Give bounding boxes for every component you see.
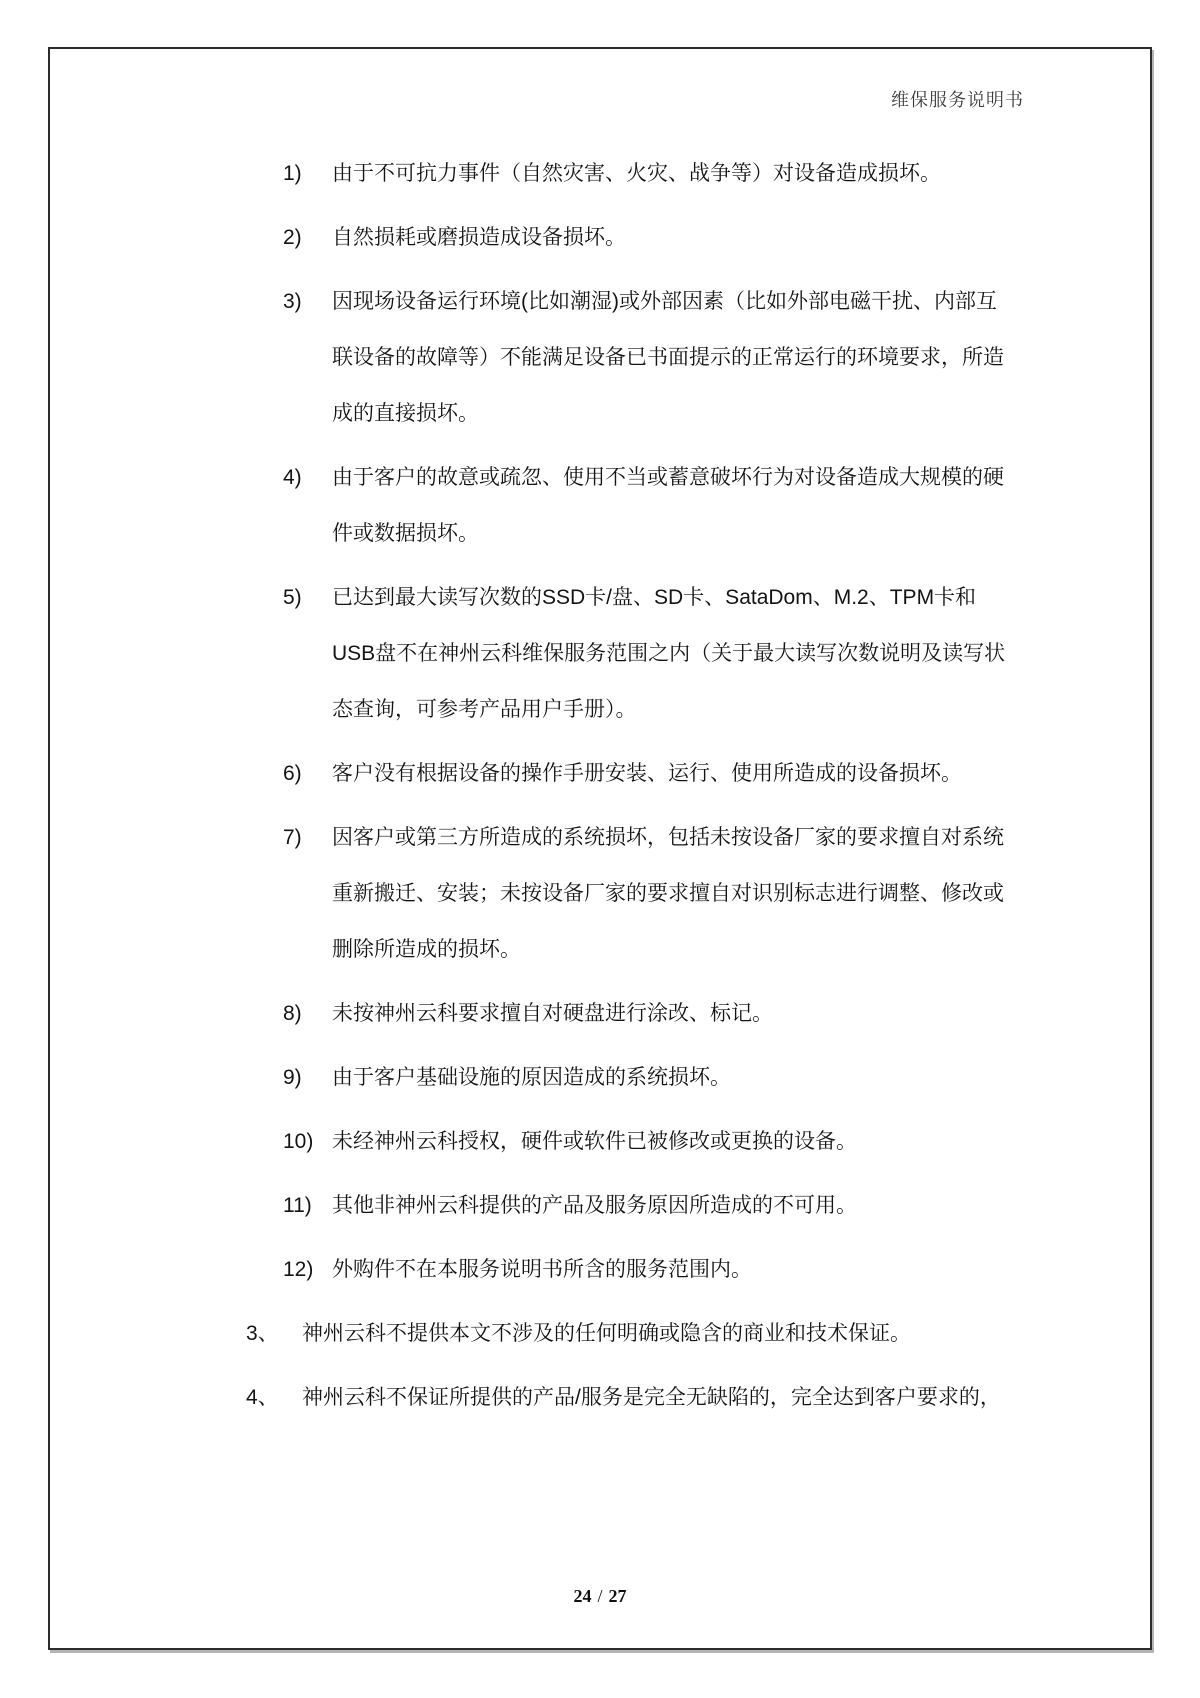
list-item-number: 4) xyxy=(283,466,302,489)
list-item-number: 3、 xyxy=(246,1322,279,1345)
list-item-number: 2) xyxy=(283,226,302,249)
list-item-text: 神州云科不保证所提供的产品/服务是完全无缺陷的，完全达到客户要求的， xyxy=(302,1386,1001,1409)
main-item-3 xyxy=(0,1306,1200,1362)
list-item-number: 4、 xyxy=(246,1386,279,1409)
list-item-10 xyxy=(0,1114,1200,1170)
list-item-7 xyxy=(0,810,1200,978)
list-item-11 xyxy=(0,1178,1200,1234)
list-item-number: 10) xyxy=(283,1130,314,1153)
list-item-text: 件或数据损坏。 xyxy=(332,522,479,545)
list-item-text: 由于客户的故意或疏忽、使用不当或蓄意破坏行为对设备造成大规模的硬 xyxy=(332,466,1004,489)
list-item-text: 由于不可抗力事件（自然灾害、火灾、战争等）对设备造成损坏。 xyxy=(332,162,941,185)
list-item-text: 神州云科不提供本文不涉及的任何明确或隐含的商业和技术保证。 xyxy=(302,1322,911,1345)
list-item-text: 其他非神州云科提供的产品及服务原因所造成的不可用。 xyxy=(332,1194,857,1217)
list-item-number: 8) xyxy=(283,1002,302,1025)
list-item-5 xyxy=(0,570,1200,738)
list-item-text: 已达到最大读写次数的SSD卡/盘、SD卡、SataDom、M.2、TPM卡和 xyxy=(332,586,977,609)
list-item-text: 联设备的故障等）不能满足设备已书面提示的正常运行的环境要求，所造 xyxy=(332,346,1004,369)
list-item-number: 6) xyxy=(283,762,302,785)
page-number-total: 27 xyxy=(608,1586,627,1606)
list-item-1 xyxy=(0,146,1200,202)
list-item-text: 成的直接损坏。 xyxy=(332,402,479,425)
list-item-9 xyxy=(0,1050,1200,1106)
list-item-number: 3) xyxy=(283,290,302,313)
list-item-text: 重新搬迁、安装；未按设备厂家的要求擅自对识别标志进行调整、修改或 xyxy=(332,882,1004,905)
list-item-text: 外购件不在本服务说明书所含的服务范围内。 xyxy=(332,1258,752,1281)
list-item-number: 1) xyxy=(283,162,302,185)
list-item-text: 因现场设备运行环境(比如潮湿)或外部因素（比如外部电磁干扰、内部互 xyxy=(332,290,997,313)
list-item-2 xyxy=(0,210,1200,266)
list-item-4 xyxy=(0,450,1200,562)
list-item-3 xyxy=(0,274,1200,442)
list-item-text: 由于客户基础设施的原因造成的系统损坏。 xyxy=(332,1066,731,1089)
list-item-8 xyxy=(0,986,1200,1042)
list-item-text: 未经神州云科授权，硬件或软件已被修改或更换的设备。 xyxy=(332,1130,857,1153)
list-item-text: 态查询，可参考产品用户手册）。 xyxy=(332,698,637,721)
list-item-6 xyxy=(0,746,1200,802)
list-item-text: 未按神州云科要求擅自对硬盘进行涂改、标记。 xyxy=(332,1002,773,1025)
list-item-number: 5) xyxy=(283,586,302,609)
page-header-title: 维保服务说明书 xyxy=(891,90,1024,110)
document-body xyxy=(0,146,1200,1434)
list-item-text: 删除所造成的损坏。 xyxy=(332,938,521,961)
list-item-number: 7) xyxy=(283,826,302,849)
list-item-number: 9) xyxy=(283,1066,302,1089)
list-item-number: 11) xyxy=(283,1194,312,1217)
list-item-text: USB盘不在神州云科维保服务范围之内（关于最大读写次数说明及读写状 xyxy=(332,642,1006,665)
list-item-text: 因客户或第三方所造成的系统损坏，包括未按设备厂家的要求擅自对系统 xyxy=(332,826,1004,849)
list-item-number: 12) xyxy=(283,1258,314,1281)
list-item-text: 自然损耗或磨损造成设备损坏。 xyxy=(332,226,626,249)
list-item-12 xyxy=(0,1242,1200,1298)
page-number-separator: / xyxy=(597,1586,603,1606)
main-item-4 xyxy=(0,1370,1200,1426)
page-number-current: 24 xyxy=(573,1586,592,1606)
list-item-text: 客户没有根据设备的操作手册安装、运行、使用所造成的设备损坏。 xyxy=(332,762,962,785)
page-footer xyxy=(0,1586,1200,1607)
